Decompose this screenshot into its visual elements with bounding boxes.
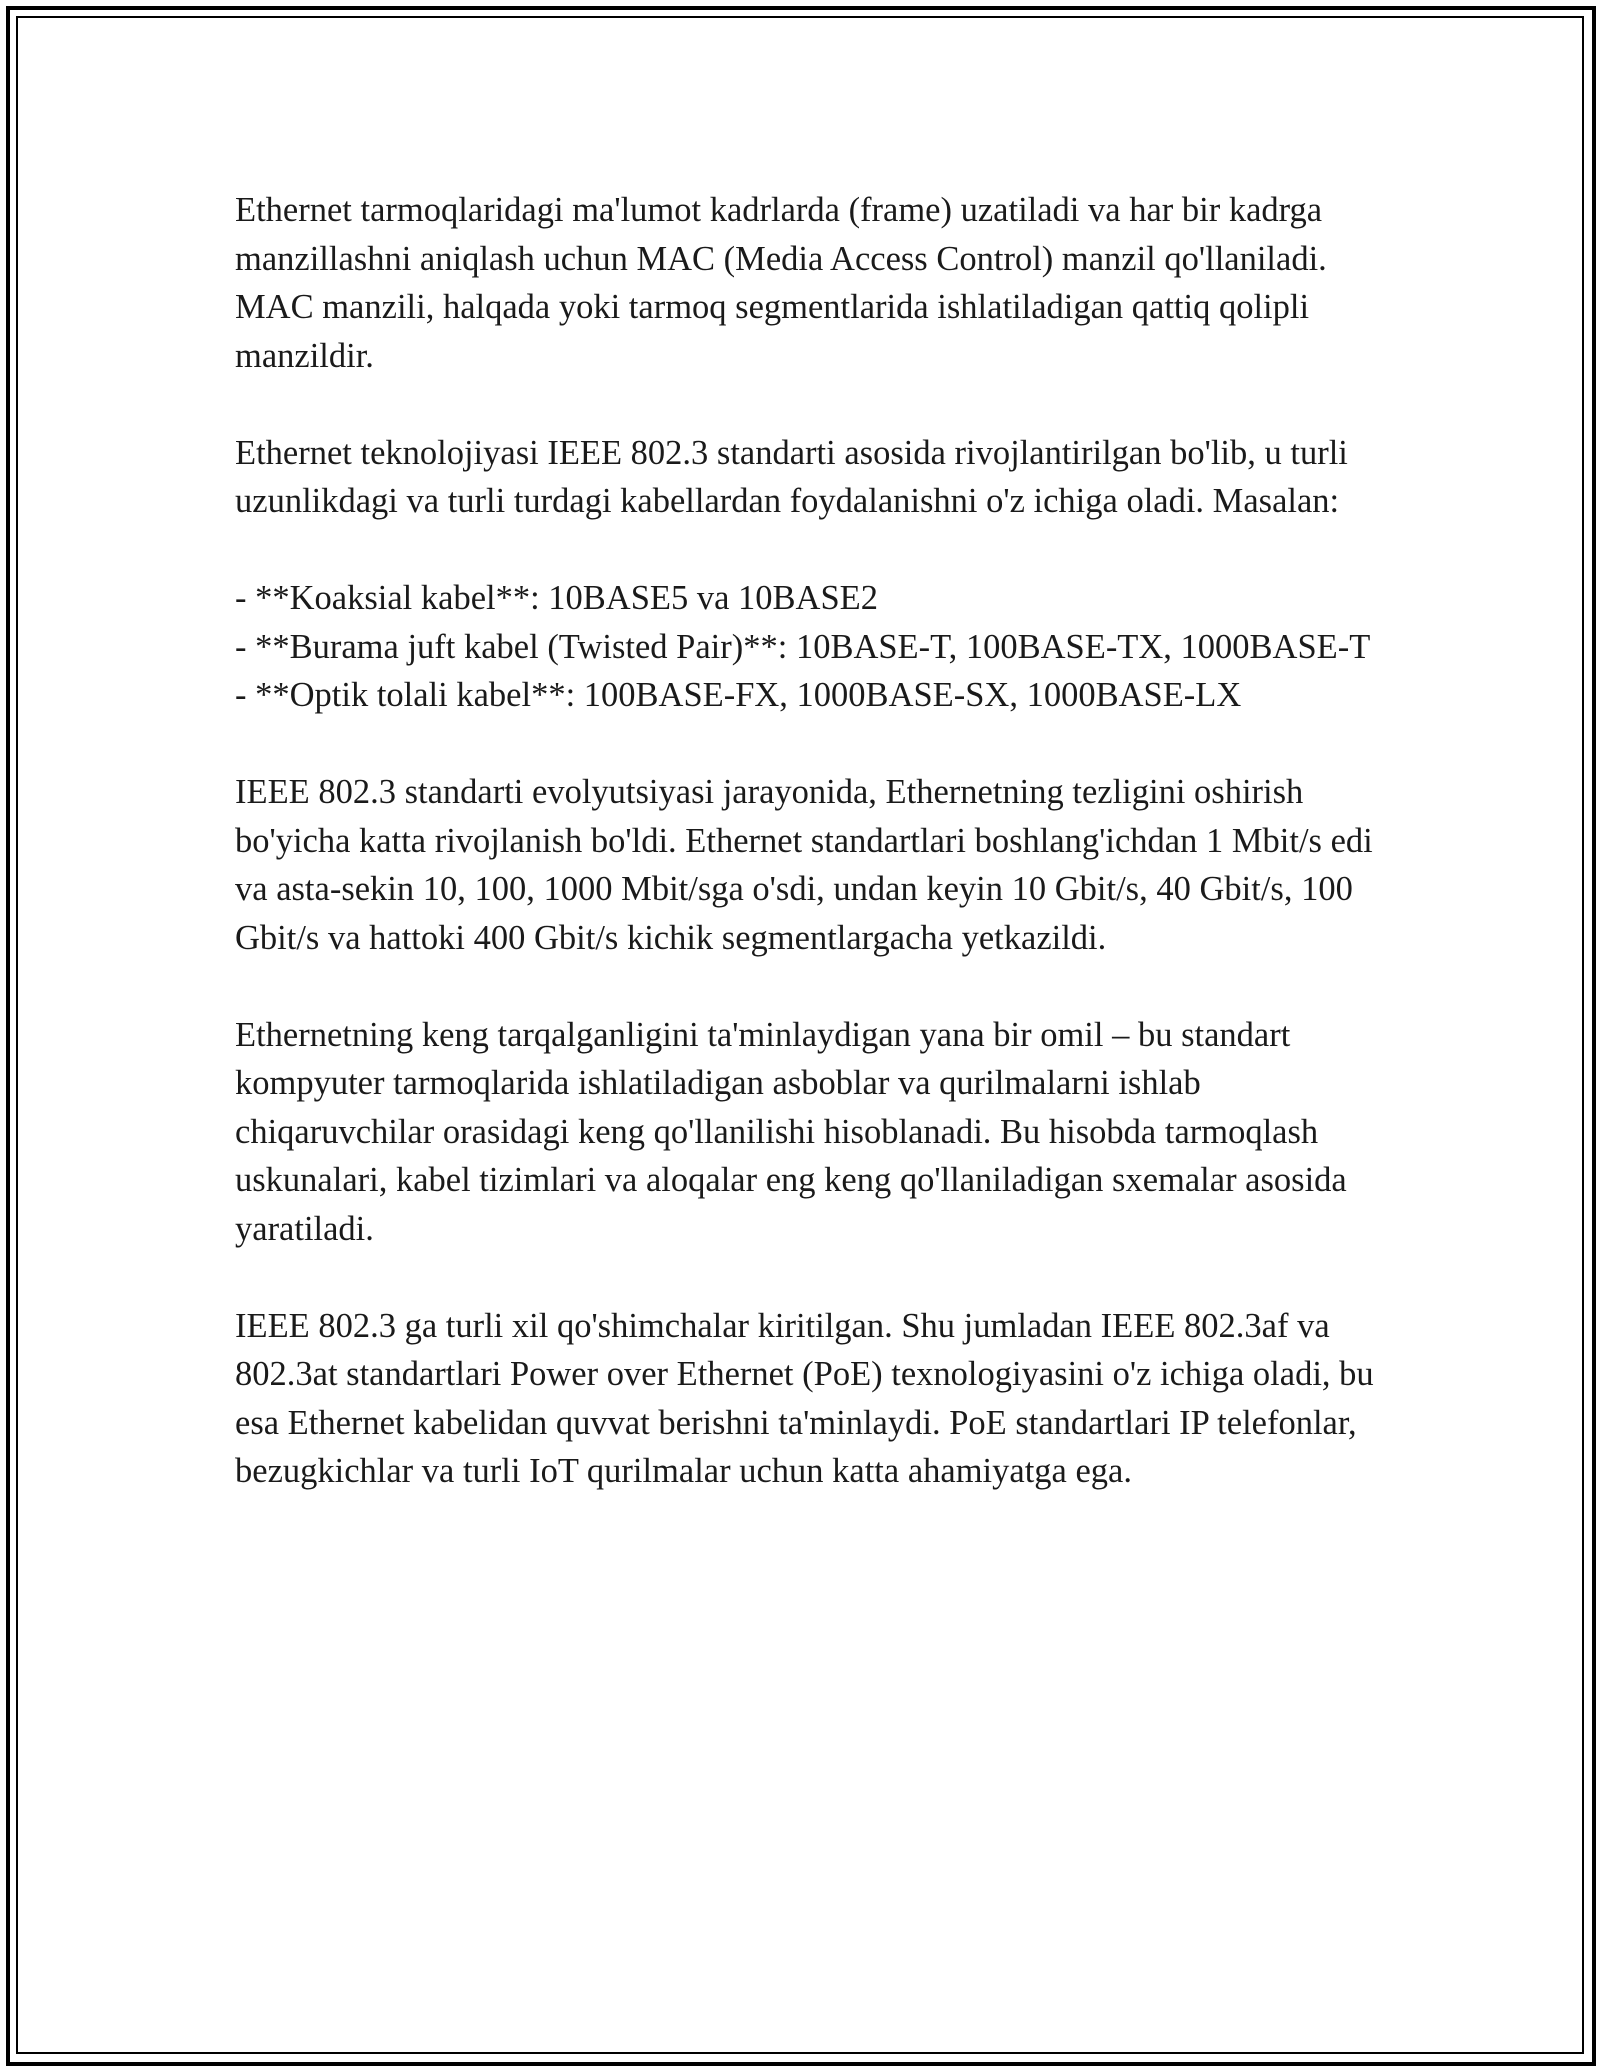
list-item-optical-fiber: - **Optik tolali kabel**: 100BASE-FX, 1000BASE-SX, 1000BASE-LX xyxy=(235,676,1242,714)
paragraph-poe: IEEE 802.3 ga turli xil qo'shimchalar kiritilgan. Shu jumladan IEEE 802.3af va 802.3at standartlari Power over Ethernet (PoE) texnologiyasini o'z ichiga oladi, bu esa Ethernet kabelidan quvvat berishni ta'minlaydi. PoE standartlari IP telefonlar, bezugkichlar va turli IoT qurilmalar uchun katta ahamiyatga ega. xyxy=(235,1306,1374,1490)
paragraph-mac-address: Ethernet tarmoqlaridagi ma'lumot kadrlarda (frame) uzatiladi va har bir kadrga manzillashni aniqlash uchun MAC (Media Access Control) manzil qo'llaniladi. MAC manzili, halqada yoki tarmoq segmentlarida ishlatiladigan qattiq qolipli manzildir. xyxy=(235,191,1327,375)
list-item-coaxial: - **Koaksial kabel**: 10BASE5 va 10BASE2 xyxy=(235,579,878,617)
document-body xyxy=(235,186,1385,1544)
paragraph-speed-evolution: IEEE 802.3 standarti evolyutsiyasi jarayonida, Ethernetning tezligini oshirish bo'yicha katta rivojlanish bo'ldi. Ethernet standartlari boshlang'ichdan 1 Mbit/s edi va asta-sekin 10, 100, 1000 Mbit/sga o'sdi, undan keyin 10 Gbit/s, 40 Gbit/s, 100 Gbit/s va hattoki 400 Gbit/s kichik segmentlargacha yetkazildi. xyxy=(235,773,1373,957)
cable-types-list xyxy=(235,574,1385,720)
paragraph-wide-adoption: Ethernetning keng tarqalganligini ta'minlaydigan yana bir omil – bu standart kompyuter tarmoqlarida ishlatiladigan asboblar va qurilmalarni ishlab chiqaruvchilar orasidagi keng qo'llanilishi hisoblanadi. Bu hisobda tarmoqlash uskunalari, kabel tizimlari va aloqalar eng keng qo'llaniladigan sxemalar asosida yaratiladi. xyxy=(235,1015,1347,1248)
paragraph-ieee-cables: Ethernet teknolojiyasi IEEE 802.3 standarti asosida rivojlantirilgan bo'lib, u turli uzunlikdagi va turli turdagi kabellardan foydalanishni o'z ichiga oladi. Masalan: xyxy=(235,433,1348,520)
list-item-twisted-pair: - **Burama juft kabel (Twisted Pair)**: 10BASE-T, 100BASE-TX, 1000BASE-T xyxy=(235,627,1371,666)
